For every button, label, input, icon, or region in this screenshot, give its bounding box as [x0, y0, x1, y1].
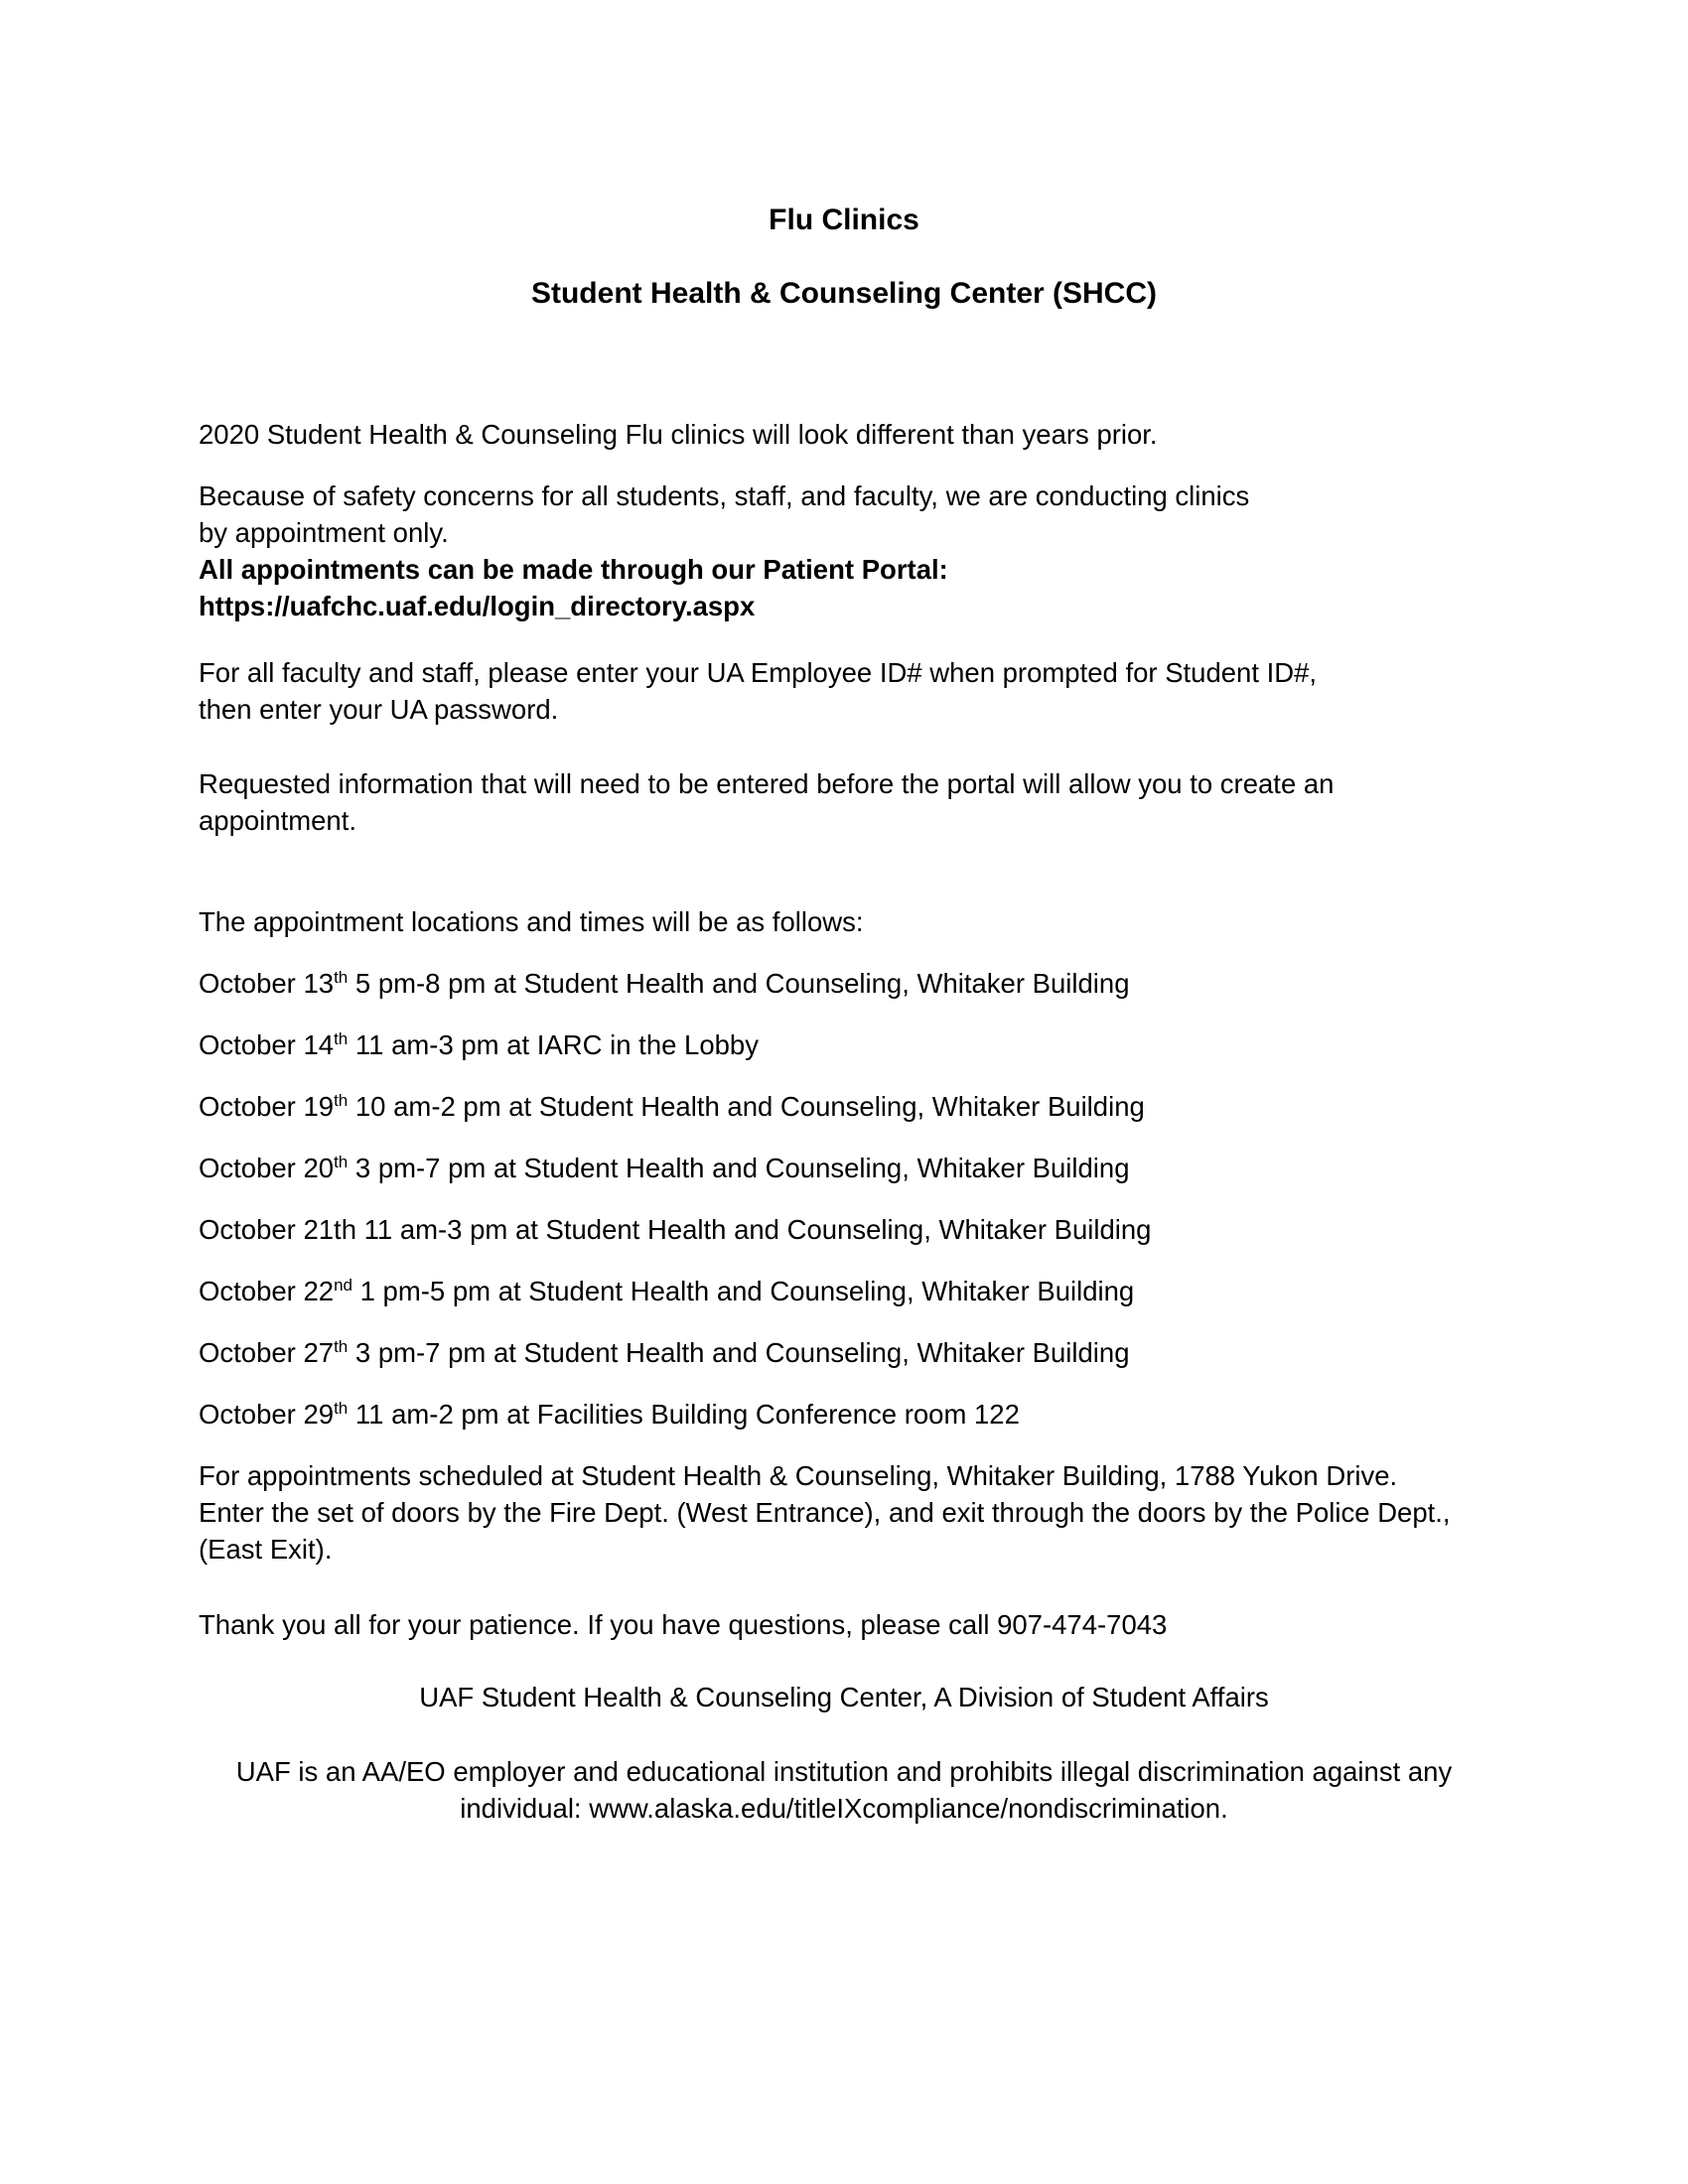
thanks-paragraph: Thank you all for your patience. If you have questions, please call 907-474-7043: [199, 1609, 1168, 1640]
schedule-date-suffix: th: [334, 1028, 349, 1048]
directions-line-3: (East Exit).: [199, 1534, 333, 1565]
schedule-item: [199, 1088, 1489, 1150]
schedule-date-suffix: nd: [334, 1275, 352, 1295]
requested-line-1: Requested information that will need to be entered before the portal will allow you to create an: [199, 768, 1335, 799]
schedule-item: [199, 965, 1489, 1026]
schedule-list: [199, 965, 1489, 1457]
schedule-item: [199, 1273, 1489, 1334]
schedule-date: October 22: [199, 1276, 335, 1306]
directions-line-1: For appointments scheduled at Student Health & Counseling, Whitaker Building, 1788 Yukon Drive.: [199, 1460, 1398, 1491]
schedule-date: October 29: [199, 1399, 335, 1430]
eo-line-2[interactable]: individual: www.alaska.edu/titleIXcompliance/nondiscrimination.: [460, 1793, 1228, 1824]
schedule-details: 11 am-3 pm at Student Health and Counseling, Whitaker Building: [355, 1214, 1152, 1245]
portal-link[interactable]: https://uafchc.uaf.edu/login_directory.aspx: [199, 591, 756, 621]
schedule-details: 5 pm-8 pm at Student Health and Counseling, Whitaker Building: [348, 968, 1130, 999]
page-title: Flu Clinics: [769, 204, 919, 236]
schedule-item: [199, 1211, 1489, 1273]
schedule-item: [199, 1150, 1489, 1211]
directions-paragraph: [199, 1457, 1489, 1568]
schedule-date: October 27: [199, 1337, 335, 1368]
schedule-date: October 20: [199, 1153, 335, 1183]
schedule-details: 3 pm-7 pm at Student Health and Counseling, Whitaker Building: [348, 1153, 1130, 1183]
directions-line-2: Enter the set of doors by the Fire Dept. (West Entrance), and exit through the doors by the Police Dept.,: [199, 1497, 1451, 1528]
eo-line-1: UAF is an AA/EO employer and educational institution and prohibits illegal discrimination against any: [235, 1756, 1453, 1787]
schedule-date-suffix: th: [334, 967, 349, 987]
schedule-date-suffix: th: [334, 1090, 349, 1110]
schedule-details: 11 am-2 pm at Facilities Building Conference room 122: [348, 1399, 1020, 1430]
schedule-item: [199, 1396, 1489, 1457]
requested-info-paragraph: [199, 765, 1489, 839]
safety-line-1: Because of safety concerns for all students, staff, and faculty, we are conducting clinics: [199, 480, 1250, 511]
schedule-item: [199, 1026, 1489, 1088]
faculty-paragraph: [199, 654, 1489, 728]
schedule-details: 3 pm-7 pm at Student Health and Counseling, Whitaker Building: [348, 1337, 1130, 1368]
schedule-date: October 13: [199, 968, 335, 999]
schedule-date-suffix: th: [334, 1152, 349, 1171]
faculty-line-1: For all faculty and staff, please enter your UA Employee ID# when prompted for Student ID#,: [199, 657, 1318, 688]
division-footer: UAF Student Health & Counseling Center, A Division of Student Affairs: [419, 1682, 1269, 1712]
schedule-details: 10 am-2 pm at Student Health and Counseling, Whitaker Building: [348, 1091, 1145, 1122]
schedule-details: 11 am-3 pm at IARC in the Lobby: [348, 1029, 759, 1060]
schedule-date: October 14: [199, 1029, 335, 1060]
schedule-intro: The appointment locations and times will be as follows:: [199, 906, 864, 937]
page-subtitle: Student Health & Counseling Center (SHCC): [530, 277, 1157, 310]
portal-label: All appointments can be made through our Patient Portal:: [199, 554, 948, 585]
safety-line-2: by appointment only.: [199, 517, 449, 548]
intro-paragraph: 2020 Student Health & Counseling Flu clinics will look different than years prior.: [199, 419, 1158, 450]
schedule-date-suffix: th: [334, 1336, 349, 1356]
schedule-item: [199, 1334, 1489, 1396]
faculty-line-2: then enter your UA password.: [199, 694, 559, 725]
schedule-date-suffix: th: [334, 1398, 349, 1418]
schedule-details: 1 pm-5 pm at Student Health and Counseling, Whitaker Building: [352, 1276, 1135, 1306]
requested-line-2: appointment.: [199, 805, 356, 836]
eo-statement: [0, 1753, 1688, 1827]
schedule-date: October 21th: [199, 1214, 356, 1245]
safety-paragraph: [199, 478, 1489, 624]
schedule-date: October 19: [199, 1091, 335, 1122]
